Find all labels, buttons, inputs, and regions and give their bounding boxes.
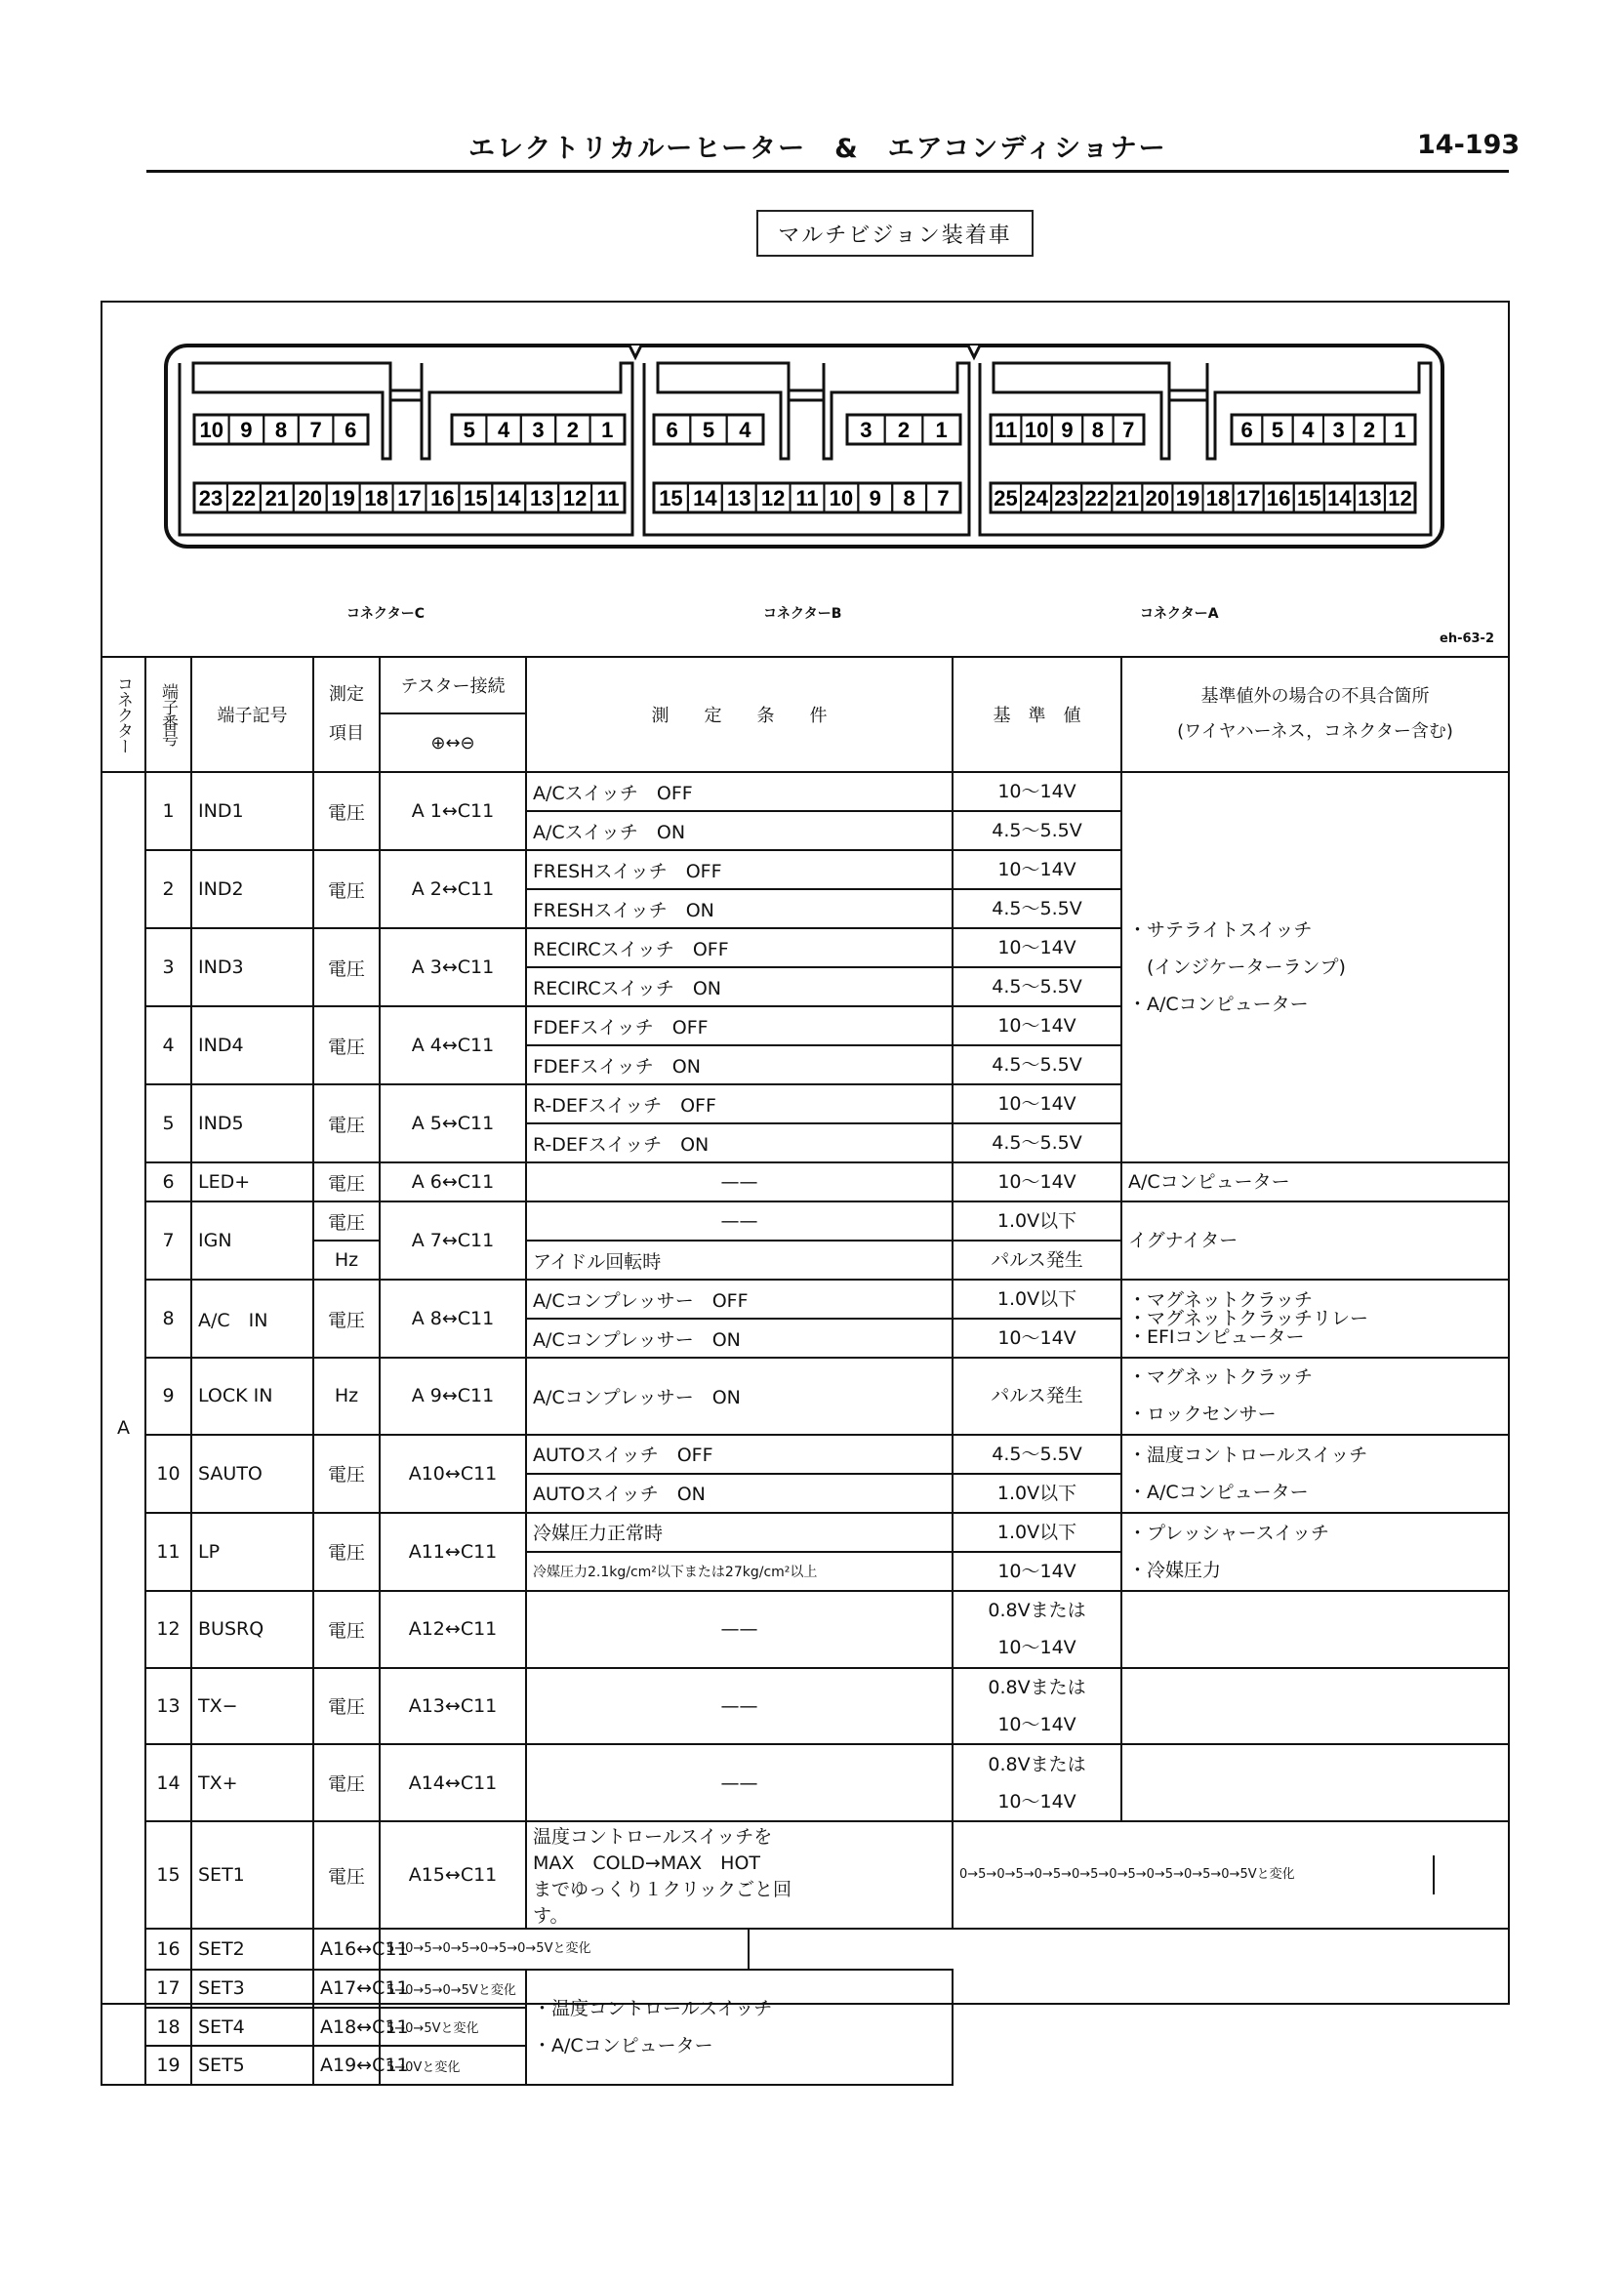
terminal-no: 14 bbox=[145, 1744, 191, 1821]
pin-number: 12 bbox=[562, 486, 588, 510]
pin-number: 13 bbox=[529, 486, 554, 510]
terminal-no: 5 bbox=[145, 1084, 191, 1162]
pin-number: 18 bbox=[364, 486, 388, 510]
measure-condition: —— bbox=[526, 1591, 953, 1668]
pin-number: 8 bbox=[903, 486, 915, 510]
pin-number: 9 bbox=[869, 486, 881, 510]
reference-value: 4.5〜5.5V bbox=[953, 1435, 1121, 1474]
reference-value: 4.5〜5.5V bbox=[953, 1123, 1121, 1162]
pin-number: 10 bbox=[199, 418, 224, 442]
measure-item: 電圧 bbox=[313, 1084, 380, 1162]
table-row bbox=[102, 1280, 1509, 1319]
vehicle-label-box: マルチビジョン装着車 bbox=[756, 210, 1034, 257]
reference-value-text: 5→0→5→0→5→0→5→0→5Vと変化 bbox=[381, 1930, 750, 1968]
terminal-spec-table bbox=[101, 656, 1510, 2086]
pin-number: 11 bbox=[795, 486, 819, 510]
pin-number: 5 bbox=[702, 418, 715, 442]
terminal-no: 13 bbox=[145, 1668, 191, 1745]
reference-value: 4.5〜5.5V bbox=[953, 967, 1121, 1006]
pin-number: 23 bbox=[198, 486, 223, 510]
pin-number: 21 bbox=[1115, 486, 1140, 510]
measure-item: 電圧 bbox=[313, 1744, 380, 1821]
pin-number: 7 bbox=[1122, 418, 1135, 442]
pin-number: 19 bbox=[331, 486, 355, 510]
terminal-symbol: SET2 bbox=[191, 1929, 313, 1969]
fault-location bbox=[1121, 1744, 1509, 1821]
pin-number: 13 bbox=[726, 486, 751, 510]
connector-c-label: コネクターC bbox=[346, 606, 425, 622]
reference-value: 10〜14V bbox=[953, 1006, 1121, 1045]
terminal-symbol: IND3 bbox=[191, 928, 313, 1006]
fault-location: ・プレッシャースイッチ ・冷媒圧力 bbox=[1121, 1513, 1509, 1591]
terminal-symbol: LP bbox=[191, 1513, 313, 1591]
tester-connection: A 9↔C11 bbox=[380, 1358, 526, 1435]
reference-value: 4.5〜5.5V bbox=[953, 1045, 1121, 1084]
measure-item: Hz bbox=[313, 1241, 380, 1280]
pin-number: 14 bbox=[693, 486, 717, 510]
measure-item: 電圧 bbox=[313, 1162, 380, 1201]
tester-connection: A 6↔C11 bbox=[380, 1162, 526, 1201]
measure-item: Hz bbox=[313, 1358, 380, 1435]
tester-connection: A 4↔C11 bbox=[380, 1006, 526, 1084]
reference-value: 0.8Vまたは 10〜14V bbox=[953, 1744, 1121, 1821]
pin-number: 12 bbox=[760, 486, 786, 510]
pin-number: 20 bbox=[298, 486, 322, 510]
measure-condition: AUTOスイッチ OFF bbox=[526, 1435, 953, 1474]
reference-value: パルス発生 bbox=[953, 1358, 1121, 1435]
pin-number: 7 bbox=[309, 418, 322, 442]
measure-condition: FRESHスイッチ ON bbox=[526, 889, 953, 928]
table-row bbox=[102, 1513, 1509, 1552]
terminal-no: 16 bbox=[145, 1929, 191, 1969]
tester-connection: A18↔C11 bbox=[313, 2008, 380, 2046]
terminal-no: 12 bbox=[145, 1591, 191, 1668]
table-row bbox=[102, 1201, 1509, 1241]
terminal-symbol: SET5 bbox=[191, 2046, 313, 2084]
terminal-symbol: LED+ bbox=[191, 1162, 313, 1201]
reference-value: 1.0V以下 bbox=[953, 1474, 1121, 1513]
pin-number: 22 bbox=[1084, 486, 1109, 510]
terminal-symbol: TX+ bbox=[191, 1744, 313, 1821]
reference-value: 10〜14V bbox=[953, 850, 1121, 889]
pin-number: 3 bbox=[532, 418, 545, 442]
fault-location: ・温度コントロールスイッチ ・A/Cコンピューター bbox=[1121, 1435, 1509, 1513]
pin-number: 15 bbox=[659, 486, 683, 510]
pin-number: 5 bbox=[463, 418, 475, 442]
measure-condition: R-DEFスイッチ ON bbox=[526, 1123, 953, 1162]
tester-connection: A11↔C11 bbox=[380, 1513, 526, 1591]
pin-number: 15 bbox=[464, 486, 488, 510]
measure-condition: R-DEFスイッチ OFF bbox=[526, 1084, 953, 1123]
terminal-no: 6 bbox=[145, 1162, 191, 1201]
reference-value: 5→0→5→0→5Vと変化 bbox=[380, 1970, 526, 2008]
table-row bbox=[102, 1162, 1509, 1201]
pin-number: 6 bbox=[666, 418, 678, 442]
reference-value bbox=[953, 1821, 1509, 1929]
reference-value: 4.5〜5.5V bbox=[953, 811, 1121, 850]
page-number: 14-193 bbox=[1417, 130, 1521, 160]
measure-condition: 冷媒圧力正常時 bbox=[526, 1513, 953, 1552]
terminal-symbol: TX− bbox=[191, 1668, 313, 1745]
table-row bbox=[102, 772, 1509, 811]
fault-location: ・温度コントロールスイッチ ・A/Cコンピューター bbox=[526, 1970, 953, 2085]
pin-number: 24 bbox=[1024, 486, 1048, 510]
measure-condition: A/Cスイッチ ON bbox=[526, 811, 953, 850]
reference-value: 10〜14V bbox=[953, 1084, 1121, 1123]
terminal-symbol: SET1 bbox=[191, 1821, 313, 1929]
pin-number: 10 bbox=[829, 486, 854, 510]
tester-connection: A14↔C11 bbox=[380, 1744, 526, 1821]
pin-number: 1 bbox=[601, 418, 614, 442]
terminal-no: 11 bbox=[145, 1513, 191, 1591]
fault-location: ・マグネットクラッチ ・ロックセンサー bbox=[1121, 1358, 1509, 1435]
tester-connection: A17↔C11 bbox=[313, 1970, 380, 2008]
connector-cell: A bbox=[102, 772, 145, 2085]
terminal-symbol: A/C IN bbox=[191, 1280, 313, 1358]
connector-b-label: コネクターB bbox=[763, 606, 842, 622]
connector-key-notch bbox=[968, 346, 980, 357]
pin-number: 1 bbox=[1394, 418, 1406, 442]
terminal-no: 7 bbox=[145, 1201, 191, 1280]
pin-number: 4 bbox=[739, 418, 751, 442]
pin-number: 6 bbox=[345, 418, 357, 442]
fault-location: A/Cコンピューター bbox=[1121, 1162, 1509, 1201]
measure-condition: —— bbox=[526, 1201, 953, 1241]
terminal-no: 17 bbox=[145, 1970, 191, 2008]
table-row bbox=[102, 1821, 1509, 1929]
reference-value: 1.0V以下 bbox=[953, 1513, 1121, 1552]
pin-number: 16 bbox=[1266, 486, 1291, 510]
terminal-no: 9 bbox=[145, 1358, 191, 1435]
terminal-symbol: IND5 bbox=[191, 1084, 313, 1162]
reference-value: 10〜14V bbox=[953, 772, 1121, 811]
pin-number: 1 bbox=[935, 418, 948, 442]
pin-number: 23 bbox=[1054, 486, 1078, 510]
tester-connection: A16↔C11 bbox=[313, 1929, 380, 1969]
tester-connection: A 8↔C11 bbox=[380, 1280, 526, 1358]
tester-connection: A 7↔C11 bbox=[380, 1201, 526, 1280]
fault-location bbox=[1121, 1668, 1509, 1745]
tester-connection: A 3↔C11 bbox=[380, 928, 526, 1006]
pin-number: 17 bbox=[397, 486, 422, 510]
tester-connection: A10↔C11 bbox=[380, 1435, 526, 1513]
reference-value: 0.8Vまたは 10〜14V bbox=[953, 1668, 1121, 1745]
pin-number: 2 bbox=[566, 418, 580, 442]
measure-condition: A/Cコンプレッサー OFF bbox=[526, 1280, 953, 1319]
pin-number: 10 bbox=[1024, 418, 1049, 442]
header-tester-polarity: ⊕↔⊖ bbox=[380, 713, 526, 772]
reference-value: 4.5〜5.5V bbox=[953, 889, 1121, 928]
table-row bbox=[102, 1435, 1509, 1474]
pin-number: 3 bbox=[1332, 418, 1345, 442]
terminal-no: 2 bbox=[145, 850, 191, 928]
measure-item: 電圧 bbox=[313, 1513, 380, 1591]
pin-number: 9 bbox=[1061, 418, 1074, 442]
header-value: 基 準 値 bbox=[953, 657, 1121, 772]
tester-connection: A 1↔C11 bbox=[380, 772, 526, 850]
terminal-symbol: SET4 bbox=[191, 2008, 313, 2046]
fault-location bbox=[1121, 1591, 1509, 1668]
pin-number: 22 bbox=[231, 486, 257, 510]
figure-id: eh-63-2 bbox=[1440, 631, 1494, 646]
terminal-no: 18 bbox=[145, 2008, 191, 2046]
reference-value-text: 0→5→0→5→0→5→0→5→0→5→0→5→0→5→0→5Vと変化 bbox=[954, 1855, 1435, 1893]
pin-number: 8 bbox=[274, 418, 288, 442]
measure-condition: AUTOスイッチ ON bbox=[526, 1474, 953, 1513]
pin-number: 16 bbox=[430, 486, 455, 510]
tester-connection: A 5↔C11 bbox=[380, 1084, 526, 1162]
reference-value: 5→0Vと変化 bbox=[380, 2046, 526, 2084]
pin-number: 15 bbox=[1297, 486, 1321, 510]
terminal-no: 3 bbox=[145, 928, 191, 1006]
measure-condition: FDEFスイッチ OFF bbox=[526, 1006, 953, 1045]
measure-item: 電圧 bbox=[313, 1591, 380, 1668]
pin-number: 3 bbox=[860, 418, 873, 442]
tester-connection: A15↔C11 bbox=[380, 1821, 526, 1929]
reference-value bbox=[380, 1929, 953, 1969]
connector-housing-outline bbox=[166, 346, 1442, 547]
measure-condition: —— bbox=[526, 1668, 953, 1745]
measure-item: 電圧 bbox=[313, 928, 380, 1006]
pin-number: 12 bbox=[1388, 486, 1412, 510]
header-measure-item: 測定 項目 bbox=[313, 657, 380, 772]
table-row bbox=[102, 1668, 1509, 1706]
pin-number: 4 bbox=[1302, 418, 1315, 442]
measure-condition: A/Cコンプレッサー ON bbox=[526, 1319, 953, 1358]
measure-condition: RECIRCスイッチ OFF bbox=[526, 928, 953, 967]
measure-item: 電圧 bbox=[313, 772, 380, 850]
measure-condition: アイドル回転時 bbox=[526, 1241, 953, 1280]
terminal-symbol: SAUTO bbox=[191, 1435, 313, 1513]
terminal-no: 10 bbox=[145, 1435, 191, 1513]
pin-number: 2 bbox=[897, 418, 911, 442]
reference-value: 10〜14V bbox=[953, 1319, 1121, 1358]
tester-connection: A19↔C11 bbox=[313, 2046, 380, 2084]
pin-number: 6 bbox=[1240, 418, 1253, 442]
measure-condition: —— bbox=[526, 1744, 953, 1821]
terminal-symbol: IND1 bbox=[191, 772, 313, 850]
measure-item: 電圧 bbox=[313, 1668, 380, 1745]
header-terminal-symbol: 端子記号 bbox=[191, 657, 313, 772]
header-condition: 測 定 条 件 bbox=[526, 657, 953, 772]
header-tester: テスター接続 bbox=[380, 657, 526, 713]
terminal-no: 1 bbox=[145, 772, 191, 850]
table-row bbox=[102, 1744, 1509, 1782]
measure-condition: A/Cスイッチ OFF bbox=[526, 772, 953, 811]
terminal-no: 15 bbox=[145, 1821, 191, 1929]
measure-condition: 冷媒圧力2.1kg/cm²以下または27kg/cm²以上 bbox=[526, 1552, 953, 1591]
pin-number: 25 bbox=[994, 486, 1018, 510]
connector-diagram bbox=[0, 0, 1624, 664]
reference-value: 1.0V以下 bbox=[953, 1280, 1121, 1319]
fault-location: イグナイター bbox=[1121, 1201, 1509, 1280]
measure-condition: RECIRCスイッチ ON bbox=[526, 967, 953, 1006]
pin-number: 11 bbox=[995, 418, 1018, 442]
terminal-symbol: LOCK IN bbox=[191, 1358, 313, 1435]
table-row bbox=[102, 1970, 1509, 2008]
terminal-symbol: BUSRQ bbox=[191, 1591, 313, 1668]
terminal-no: 8 bbox=[145, 1280, 191, 1358]
measure-item: 電圧 bbox=[313, 1435, 380, 1513]
measure-item: 電圧 bbox=[313, 1280, 380, 1358]
measure-item: 電圧 bbox=[313, 1006, 380, 1084]
measure-condition: 温度コントロールスイッチを MAX COLD→MAX HOT までゆっくり１クリックごと回 す。 bbox=[526, 1821, 953, 1929]
measure-condition: FDEFスイッチ ON bbox=[526, 1045, 953, 1084]
connector-a-label: コネクターA bbox=[1140, 606, 1219, 622]
terminal-symbol: IND4 bbox=[191, 1006, 313, 1084]
terminal-symbol: IGN bbox=[191, 1201, 313, 1280]
tester-connection: A13↔C11 bbox=[380, 1668, 526, 1745]
fault-location: ・サテライトスイッチ (インジケーターランプ) ・A/Cコンピューター bbox=[1121, 772, 1509, 1162]
reference-value: 5→0→5Vと変化 bbox=[380, 2008, 526, 2046]
terminal-no: 4 bbox=[145, 1006, 191, 1084]
page-header-title: エレクトリカルーヒーター & エアコンディショナー bbox=[468, 134, 1167, 164]
pin-number: 18 bbox=[1205, 486, 1231, 510]
measure-item: 電圧 bbox=[313, 850, 380, 928]
reference-value: 10〜14V bbox=[953, 928, 1121, 967]
header-terminal-no: 端子番号 bbox=[145, 657, 191, 772]
header-connector: コネクター bbox=[102, 657, 145, 772]
pin-number: 7 bbox=[937, 486, 950, 510]
pin-number: 19 bbox=[1175, 486, 1200, 510]
tester-connection: A 2↔C11 bbox=[380, 850, 526, 928]
table-row bbox=[102, 1358, 1509, 1396]
terminal-symbol: SET3 bbox=[191, 1970, 313, 2008]
pin-number: 5 bbox=[1271, 418, 1284, 442]
measure-item: 電圧 bbox=[313, 1201, 380, 1241]
terminal-no: 19 bbox=[145, 2046, 191, 2084]
measure-item: 電圧 bbox=[313, 1821, 380, 1929]
reference-value: 10〜14V bbox=[953, 1162, 1121, 1201]
measure-condition: FRESHスイッチ OFF bbox=[526, 850, 953, 889]
pin-number: 8 bbox=[1091, 418, 1105, 442]
pin-number: 21 bbox=[264, 486, 290, 510]
pin-number: 4 bbox=[497, 418, 510, 442]
measure-condition: —— bbox=[526, 1162, 953, 1201]
pin-number: 17 bbox=[1236, 486, 1261, 510]
table-row bbox=[102, 1929, 1509, 1969]
pin-number: 14 bbox=[1327, 486, 1352, 510]
pin-number: 2 bbox=[1362, 418, 1376, 442]
reference-value: 1.0V以下 bbox=[953, 1201, 1121, 1241]
reference-value: 10〜14V bbox=[953, 1552, 1121, 1591]
reference-value: パルス発生 bbox=[953, 1241, 1121, 1280]
measure-condition: A/Cコンプレッサー ON bbox=[526, 1358, 953, 1435]
fault-location: ・マグネットクラッチ ・マグネットクラッチリレー ・EFIコンピューター bbox=[1121, 1280, 1509, 1358]
pin-number: 13 bbox=[1358, 486, 1382, 510]
terminal-symbol: IND2 bbox=[191, 850, 313, 928]
table-row bbox=[102, 1591, 1509, 1629]
pin-number: 11 bbox=[596, 486, 620, 510]
tester-connection: A12↔C11 bbox=[380, 1591, 526, 1668]
reference-value: 0.8Vまたは 10〜14V bbox=[953, 1591, 1121, 1668]
pin-number: 20 bbox=[1145, 486, 1170, 510]
pin-number: 9 bbox=[240, 418, 253, 442]
connector-key-notch bbox=[629, 346, 641, 357]
pin-number: 14 bbox=[497, 486, 521, 510]
header-fault: 基準値外の場合の不具合箇所 (ワイヤハーネス，コネクター含む) bbox=[1121, 657, 1509, 772]
